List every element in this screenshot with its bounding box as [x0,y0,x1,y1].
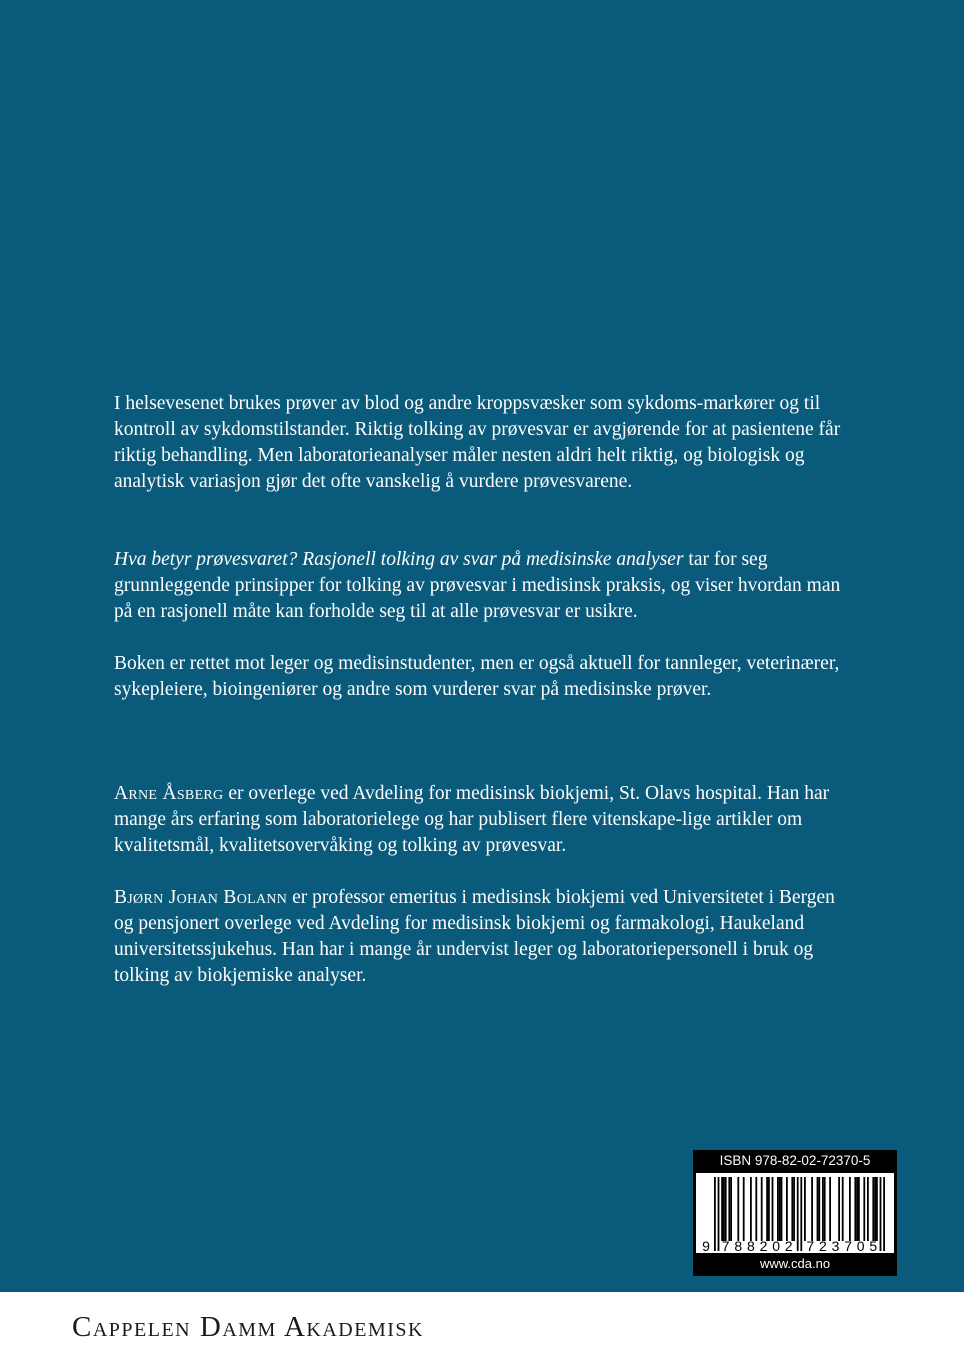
barcode-bar [800,1177,802,1251]
barcode-right-digit: 2 [819,1238,827,1254]
barcode-right-digit: 7 [844,1238,852,1254]
barcode-bar [863,1177,865,1241]
barcode-left-digit: 0 [772,1238,780,1254]
barcode-bar [856,1177,858,1241]
barcode-bar [777,1177,779,1241]
barcode-bar [761,1177,763,1241]
barcode-left-digit: 8 [747,1238,755,1254]
barcode-left-digit: 8 [734,1238,743,1254]
paragraph-2-text: tar for seg grunnleggende prinsipper for tolking av prøvesvar i medisinsk praksis, og viser hvordan man på en rasjonell måte kan forholde seg til at alle prøvesvar er usikre. [114,549,841,622]
barcode-bar [721,1177,723,1241]
barcode-right-digit: 5 [869,1238,878,1254]
barcode-bar [849,1177,851,1241]
barcode-bar [829,1177,831,1241]
barcode-bar [883,1177,885,1251]
barcode-bar [791,1177,793,1241]
barcode-bar [768,1177,770,1241]
barcode-bar [867,1177,869,1241]
author-bio-1 [114,781,854,859]
barcode-bar [743,1177,745,1241]
barcode-right-digit: 3 [831,1238,840,1254]
barcode-bar [858,1177,860,1241]
publisher-logo: Cappelen Damm Akademisk [72,1311,424,1343]
barcode-left-digit: 2 [784,1238,793,1254]
barcode-bar [737,1177,739,1241]
author-1-name: Arne Åsberg [114,783,224,804]
barcode-bar [723,1177,725,1241]
book-title-italic: Hva betyr prøvesvaret? Rasjonell tolking av svar på medisinske analyser [114,549,684,570]
barcode-bar [730,1177,732,1241]
barcode-bar [874,1177,876,1241]
barcode-bar [793,1177,795,1241]
barcode-bar [779,1177,781,1241]
barcode-bar [766,1177,768,1241]
barcode-bar [876,1177,878,1241]
barcode-bar [718,1177,720,1251]
barcode-left-digit: 2 [759,1238,768,1254]
paragraph-3-text: Boken er rettet mot leger og medisinstudenter, men er også aktuell for tannleger, veterinærer, sykepleiere, bioingeniører og andre som vurderer svar på medisinske prøver. [114,653,840,700]
description-paragraph-1 [114,391,854,495]
barcode-right-digit: 7 [806,1238,815,1254]
barcode-left-digit: 7 [721,1238,730,1254]
barcode-bar [804,1177,806,1241]
barcode-bar [818,1177,820,1241]
barcode-bar [750,1177,752,1241]
barcode-bar [781,1177,783,1241]
barcode-bar [838,1177,840,1241]
barcode-bar [880,1177,882,1251]
barcode-bar [728,1177,730,1241]
barcode-bar [824,1177,826,1241]
isbn-barcode-box [693,1150,897,1276]
isbn-label: ISBN 978-82-02-72370-5 [719,1153,871,1168]
barcode-right-digit: 0 [856,1238,865,1254]
author-1-bio-text: er overlege ved Avdeling for medisinsk biokjemi, St. Olavs hospital. Han har mange års erfaring som laboratorielege og har publisert flere vitenskape-lige artikler om kvalitetsmål, kvalitetsovervåking og tolking av prøvesvar. [114,783,830,856]
author-2-name: Bjørn Johan Bolann [114,887,288,908]
barcode-bar [811,1177,813,1241]
author-2-bio-text: er professor emeritus i medisinsk biokjemi ved Universitetet i Bergen og pensjonert overlege ved Avdeling for medisinsk biokjemi og farmakologi, Haukeland universitetssjukehus. Han har i mange år undervist leger og laboratoriepersonell i bruk og tolking av biokjemiske analyser. [114,887,835,986]
author-bio-2 [114,885,854,989]
barcode-first-digit: 9 [702,1238,710,1254]
barcode-bar [854,1177,856,1241]
barcode-bar [714,1177,716,1251]
paragraph-1-text: I helsevesenet brukes prøver av blod og andre kroppsvæsker som sykdoms-markører og til kontroll av sykdomstilstander. Riktig tolking av prøvesvar er avgjørende for at pasientene får riktig behandling. Men laboratorieanalyser måler nesten aldri helt riktig, og biologisk og analytisk variasjon gjør det ofte vanskelig å vurdere prøvesvarene. [114,393,841,492]
barcode-bar [822,1177,824,1241]
barcode-bar [772,1177,774,1241]
description-paragraph-3 [114,651,854,703]
barcode-bar [786,1177,788,1241]
barcode-bar [725,1177,727,1241]
description-paragraph-2 [114,547,854,625]
barcode-bar [817,1177,819,1241]
barcode-bar [872,1177,874,1241]
barcode-bar [842,1177,844,1241]
publisher-url: www.cda.no [759,1256,831,1271]
barcode-bar [797,1177,799,1251]
barcode [696,1173,894,1253]
barcode-bar [755,1177,757,1241]
